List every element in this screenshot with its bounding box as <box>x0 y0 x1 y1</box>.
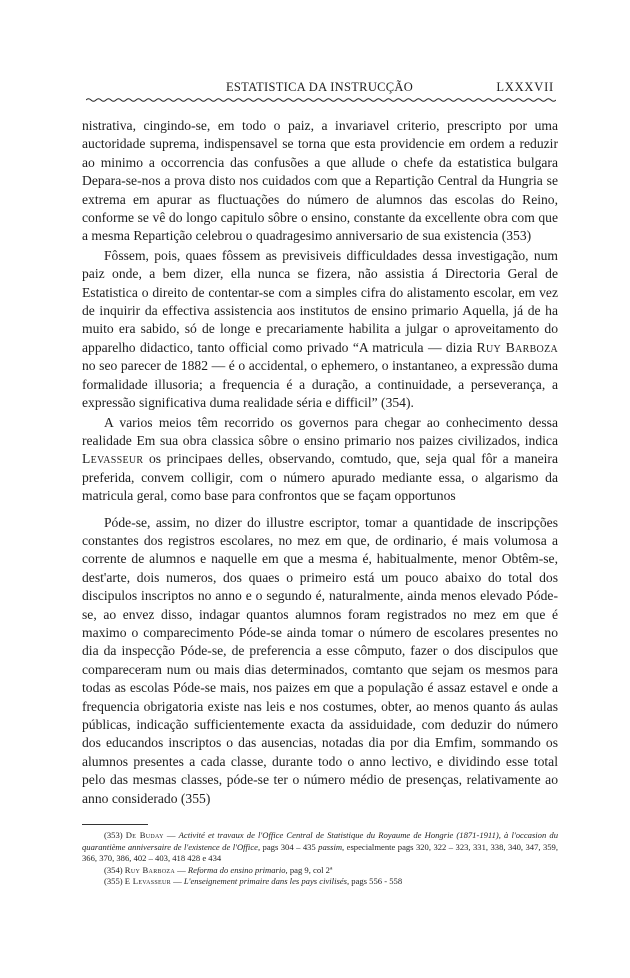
footnote-title: L'enseignement primaire dans les pays civilisés, <box>183 876 350 887</box>
paragraph-2-text-b: no seo parecer de 1882 — é o accidental, o ephemero, o instantaneo, a expressão duma formalidade illusoria; a frequencia é a duração, a continuidade, a perseverança, a expressão significativa duma realidade séria e difficil” (354). <box>82 358 558 411</box>
footnote-pages: pag 9, col 2ª <box>287 864 333 875</box>
footnote-rule <box>82 824 148 825</box>
footnote-author: Ruy Barboza <box>124 864 176 875</box>
footnote-pages: pags 304 – 435 <box>260 841 319 852</box>
footnotes <box>82 830 558 888</box>
paragraph-4 <box>82 514 558 809</box>
footnote-pages: pags 556 - 558 <box>349 876 403 887</box>
footnote-passim: passim, <box>318 841 345 852</box>
footnote-dash: — <box>163 830 179 840</box>
paragraph-1 <box>82 117 558 246</box>
body-text <box>82 117 558 808</box>
footnote-author: E Levasseur <box>124 876 171 887</box>
header-title: ESTATISTICA DA INSTRUCÇÃO <box>226 80 414 94</box>
paragraph-3 <box>82 414 558 506</box>
footnote-number: (355) <box>104 876 123 887</box>
paragraph-1-text: nistrativa, cingindo-se, em todo o paiz, a invariavel criterio, prescripto por uma auctoridade suprema, indispensavel se torna que esta providencie em ordem a reduzir ao minimo a occorrencia das confusões a que allude o chefe da estatistica bulgara Depara-se-nos a prova disto nos cuidados com que a Repartição Central da Hungria se extrema em apurar as fluctuações do número de alumnos das escolas do Reino, conforme se vê do longo capitulo sôbre o ensino, constante da excellente obra com que a mesma Repartição celebrou o quadragesimo anniversario de sua existencia (353) <box>82 118 558 244</box>
footnote-title: Reforma do ensino primario, <box>187 864 288 875</box>
author-name-barboza: Ruy Barboza <box>476 339 558 355</box>
page-number: LXXXVII <box>496 80 554 94</box>
paragraph-3-text-a: A varios meios têm recorrido os governos para chegar ao conhecimento dessa realidade Em sua obra classica sôbre o ensino primario nos paizes civilizados, indica <box>82 414 558 448</box>
footnote-354 <box>82 865 558 877</box>
footnote-author: De Buday <box>125 830 164 840</box>
footnote-number: (354) <box>104 864 123 875</box>
footnote-title: Activité et travaux de l'Office Central de Statistique du Royaume de Hongrie (1871-1911), à l'occasion du quarantième anniversaire de l'existence de l'Office, <box>82 830 559 852</box>
footnote-dash: — <box>170 876 184 887</box>
footnote-number: (353) <box>104 830 123 840</box>
paragraph-2 <box>82 247 558 413</box>
paragraph-4-text: Póde-se, assim, no dizer do illustre escriptor, tomar a quantidade de inscripções constantes dos registros escolares, no mez em que, de ordinario, é mais volumosa a corrente de alumnos e naquelle em que a mesma é, habitualmente, menor Obtêm-se, dest'arte, dois numeros, dos quaes o primeiro está um pouco abaixo do total dos discipulos inscriptos no anno e o segundo é, naturalmente, ainda menos elevado Póde-se, ao envez disso, indagar quantos alumnos foram registrados no mez em que é maximo o comparecimento Póde-se ainda tomar o número de escolares presentes no dia da inspecção Póde-se, de preferencia a esse cômputo, fazer o dos discipulos que compareceram num ou mais dias determinados, comtanto que sejam os mesmos para todas as escolas Póde-se mais, nos paizes em que a população é assaz estavel e onde a frequencia obrigatoria existe nas leis e nos costumes, obter, ao menos quanto ás aulas públicas, indicação sufficientemente exacta da assiduidade, com deduzir do número dos educandos inscriptos o das ausencias, notadas dia por dia Emfim, sommando os alumnos presentes a cada classe, durante todo o anno lectivo, e dividindo esse total pelo das mesmas classes, póde-se ter o número médio de presenças, relativamente ao anno considerado (355) <box>82 514 558 806</box>
paragraph-3-text-b: os principaes delles, observando, comtudo, que, seja qual fôr a maneira preferida, convem colligir, com o número apurado mediante essa, o algarismo da matricula geral, como base para confrontos que se façam opportunos <box>82 451 558 504</box>
footnote-355 <box>82 876 558 888</box>
header-wavy-rule <box>86 96 556 104</box>
footnote-pages-extra: especialmente pags 320, 322 – 323, 331, 338, 340, 347, 359, 366, 370, 386, 402 – 403, 418 428 e 434 <box>82 841 558 864</box>
author-name-levasseur: Levasseur <box>82 451 144 467</box>
footnote-dash: — <box>175 864 188 875</box>
footnote-353 <box>82 830 558 865</box>
paragraph-2-text-a: Fôssem, pois, quaes fôssem as previsiveis difficuldades dessa investigação, num paiz onde, a bem dizer, ella nunca se fizera, não assistia á Directoria Geral de Estatistica o direito de contentar-se com a simples cifra do alistamento escolar, em vez de inquirir da effectiva assistencia aos institutos de ensino primario Aquella, já de ha muito era sabido, só de longe e precariamente habilita a julgar o aproveitamento do apparelho didactico, tanto official como privado “A matricula — dizia <box>82 247 558 355</box>
